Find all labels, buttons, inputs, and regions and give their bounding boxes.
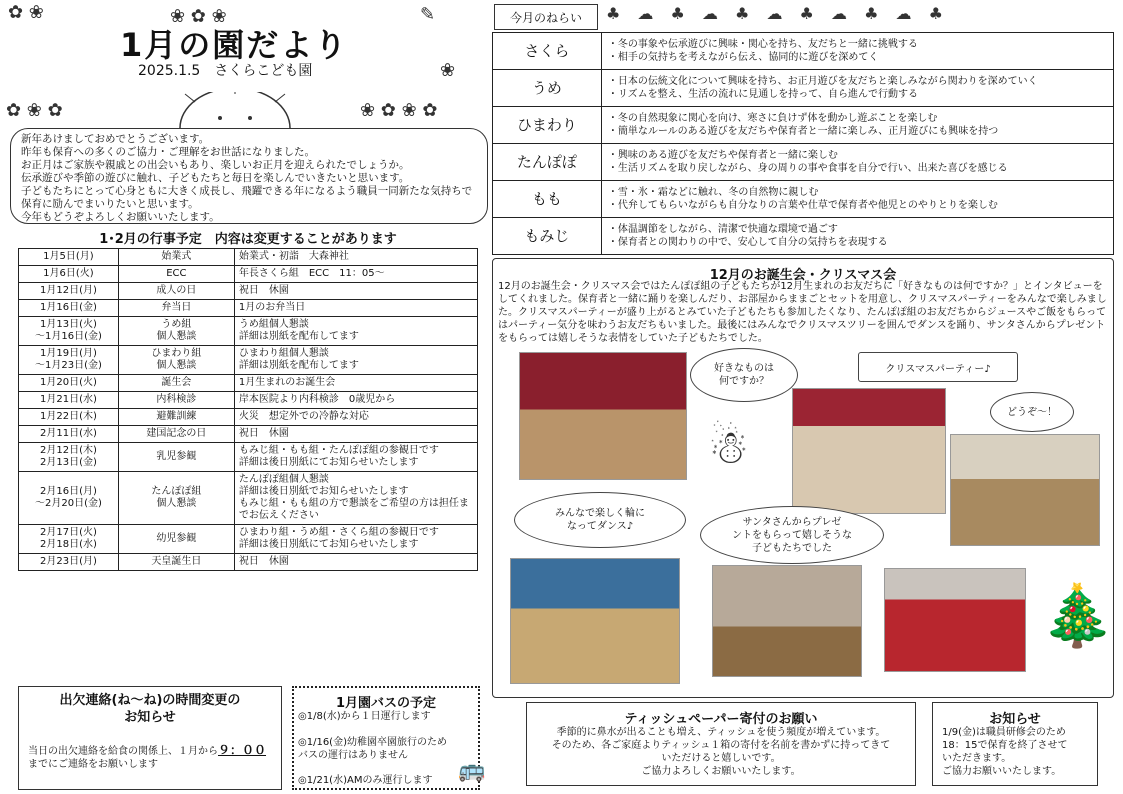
schedule-date: 1月13日(火) ～1月16日(金) xyxy=(19,317,119,346)
greeting-box xyxy=(10,128,488,224)
schedule-date: 1月6日(火) xyxy=(19,266,119,283)
schedule-date: 1月5日(月) xyxy=(19,249,119,266)
greeting-line: 新年あけましておめでとうございます。 xyxy=(21,133,210,145)
schedule-detail: 祝日 休園 xyxy=(234,554,477,571)
tissue-line: ご協力よろしくお願いいたします。 xyxy=(641,766,801,777)
schedule-row xyxy=(19,317,478,346)
bus-item: ◎1/16(金)幼稚園卒園旅行のため バスの運行はありません xyxy=(298,737,447,761)
schedule-row xyxy=(19,266,478,283)
greeting-line: 今年もどうぞよろしくお願いいたします。 xyxy=(21,211,220,223)
schedule-row xyxy=(19,375,478,392)
schedule-date: 2月17日(火) 2月18日(水) xyxy=(19,525,119,554)
birthday-text: 12月のお誕生会・クリスマス会ではたんぽぽ組の子どもたちが12月生まれのお友だちに「好きなものは何ですか？」とインタビューをしてくれました。保育者と一緒に踊りを楽しんだり、お部屋からままごとセットを用意し、クリスマスパーティーをみんなで楽しみました。クリスマスパーティーが盛り上がるとみていた子どもたちも参加したくなり、たんぽぽ組のお友だちからジュースやご飯をもらってはパーティー気分を味わうお友だちもいました。最後にはみんなでクリスマスツリーを囲んでダンスを踊り、サンタさんからプレゼントをもらっては嬉しそうな表情をしていた子どもたちでした。 xyxy=(498,281,1107,344)
greeting-line: お正月はご家族や親戚との出会いもあり、楽しいお正月を迎えられたでしょうか。 xyxy=(21,159,410,171)
schedule-event: ひまわり組 個人懇談 xyxy=(118,346,234,375)
schedule-date: 1月20日(火) xyxy=(19,375,119,392)
goal-line: ・日本の伝統文化について興味を持ち、お正月遊びを友だちと楽しみながら関わりを深めていく xyxy=(607,76,1038,87)
tissue-text xyxy=(526,726,916,778)
flower-doodle-icon: ✿ ❀ xyxy=(8,2,44,23)
schedule-detail: 岸本医院より内科検診 0歳児から xyxy=(234,392,477,409)
attendance-text xyxy=(28,744,278,771)
greeting-line: 昨年も保育への多くのご協力・ご理解をお世話になりました。 xyxy=(21,146,315,158)
schedule-event: 誕生会 xyxy=(118,375,234,392)
schedule-event: 内科検診 xyxy=(118,392,234,409)
notice-line: 18：15で保育を終了させて xyxy=(942,740,1068,751)
schedule-date: 1月21日(水) xyxy=(19,392,119,409)
attendance-time: ９：００ xyxy=(218,743,267,757)
schedule-row xyxy=(19,249,478,266)
flower-doodle-icon: ❀ ✿ ❀ xyxy=(170,6,227,27)
bubble-question: 好きなものは 何ですか？ xyxy=(690,348,798,402)
schedule-title: 1･2月の行事予定 内容は変更することがあります xyxy=(99,232,397,247)
goal-line: ・代弁してもらいながらも自分なりの言葉や仕草で保育者や他児とのやりとりを楽しむ xyxy=(607,200,998,211)
schedule-date: 2月16日(月) ～2月20日(金) xyxy=(19,472,119,525)
goal-row xyxy=(493,70,1114,107)
birthday-title: 12月のお誕生会・クリスマス会 xyxy=(709,268,897,283)
tissue-line: 季節的に鼻水が出ることも増え、ティッシュを使う頻度が増えています。 xyxy=(556,727,886,738)
schedule-detail: 年長さくら組 ECC 11：05～ xyxy=(234,266,477,283)
schedule-event: 建国記念の日 xyxy=(118,426,234,443)
bubble-douzo: どうぞ～！ xyxy=(990,392,1074,432)
goal-line: ・体温調節をしながら、清潔で快適な環境で過ごす xyxy=(607,224,838,235)
goal-text xyxy=(601,70,1113,107)
goal-line: ・リズムを整え、生活の流れに見通しを持って、自ら進んで行動する xyxy=(607,89,919,100)
photo-santa-stage xyxy=(712,565,862,677)
schedule-date: 2月12日(木) 2月13日(金) xyxy=(19,443,119,472)
scroll-banner-party: クリスマスパーティー♪ xyxy=(858,352,1018,382)
photo-dance-circle xyxy=(510,558,680,684)
tissue-line: そのため、各ご家庭よりティッシュ１箱の寄付を名前を書かずに持ってきて xyxy=(551,740,891,751)
flower-doodle-icon: ✎ xyxy=(420,4,436,25)
goal-row xyxy=(493,144,1114,181)
schedule-row xyxy=(19,525,478,554)
schedule-event: 幼児参観 xyxy=(118,525,234,554)
goal-line: ・相手の気持ちを考えながら伝え、協同的に遊びを深めてく xyxy=(607,52,879,63)
schedule-detail: 1月のお弁当日 xyxy=(234,300,477,317)
schedule-row xyxy=(19,426,478,443)
schedule-detail: 始業式・初詣 大森神社 xyxy=(234,249,477,266)
flower-doodle-icon: ❀ ✿ ❀ ✿ xyxy=(360,100,438,121)
goal-row xyxy=(493,181,1114,218)
greeting-line: 伝承遊びや季節の遊びに触れ、子どもたちと毎日を楽しんでいきたいと思います。 xyxy=(21,172,410,184)
goal-class: さくら xyxy=(493,33,602,70)
flower-doodle-icon: ❀ xyxy=(440,60,456,81)
schedule-row xyxy=(19,443,478,472)
schedule-event: 天皇誕生日 xyxy=(118,554,234,571)
goal-text xyxy=(601,144,1113,181)
issue-date: 2025.1.5 さくらこども園 xyxy=(138,63,313,79)
sun-illustration xyxy=(160,92,310,128)
goal-class: うめ xyxy=(493,70,602,107)
goal-row xyxy=(493,33,1114,70)
photo-children-floor xyxy=(950,434,1100,546)
goal-line: ・生活リズムを取り戻しながら、身の周りの事や食事を自分で行い、出来た喜びを感じる xyxy=(607,163,1008,174)
schedule-event: 避難訓練 xyxy=(118,409,234,426)
goal-class: もも xyxy=(493,181,602,218)
schedule-event: 始業式 xyxy=(118,249,234,266)
notice-line: 1/9(金)は職員研修会のため xyxy=(942,727,1066,738)
attendance-text-after: までにご連絡をお願いします xyxy=(28,759,158,770)
schedule-detail: ひまわり組・うめ組・さくら組の参観日です 詳細は後日別紙にてお知らせいたします xyxy=(234,525,477,554)
schedule-row xyxy=(19,300,478,317)
goal-line: ・冬の自然現象に関心を向け、寒さに負けず体を動かし遊ぶことを楽しむ xyxy=(607,113,938,124)
schedule-event: たんぽぽ組 個人懇談 xyxy=(118,472,234,525)
schedule-row xyxy=(19,409,478,426)
goal-class: もみじ xyxy=(493,218,602,255)
notice-text xyxy=(942,726,1092,778)
schedule-date: 2月23日(月) xyxy=(19,554,119,571)
tissue-line: いただけると嬉しいです。 xyxy=(661,753,781,764)
bubble-dance: みんなで楽しく輪に なってダンス♪ xyxy=(514,492,686,548)
goal-text xyxy=(601,218,1113,255)
schedule-event: 弁当日 xyxy=(118,300,234,317)
schedule-date: 1月12日(月) xyxy=(19,283,119,300)
schedule-detail: ひまわり組個人懇談 詳細は別紙を配布してます xyxy=(234,346,477,375)
greeting-line: 子どもたちにとって心身ともに大きく成長し、飛躍できる年になるよう職員一同新たな気持ちで保育に励んでまいりたいと思います。 xyxy=(21,185,473,210)
goal-class: ひまわり xyxy=(493,107,602,144)
notice-line: いただきます。 xyxy=(942,753,1012,764)
goal-line: ・雪・氷・霜などに触れ、冬の自然物に親しむ xyxy=(607,187,819,198)
schedule-detail: たんぽぽ組個人懇談 詳細は後日別紙でお知らせいたします もみじ組・もも組の方で懇談をご希望の方は担任までお伝えください xyxy=(234,472,477,525)
schedule-detail: もみじ組・もも組・たんぽぽ組の参観日です 詳細は後日別紙にてお知らせいたします xyxy=(234,443,477,472)
schedule-detail: 祝日 休園 xyxy=(234,426,477,443)
goal-text xyxy=(601,181,1113,218)
schedule-row xyxy=(19,554,478,571)
schedule-detail: うめ組個人懇談 詳細は別紙を配布してます xyxy=(234,317,477,346)
photo-stage-interview xyxy=(519,352,687,480)
tissue-title: ティッシュペーパー寄付のお願い xyxy=(624,712,818,727)
attendance-text-before: 当日の出欠連絡を給食の関係上、１月から xyxy=(28,746,218,757)
notice-line: ご協力お願いいたします。 xyxy=(942,766,1062,777)
goal-line: ・保育者との関わりの中で、安心して自分の気持ちを表現する xyxy=(607,237,888,248)
attendance-title: 出欠連絡(ね～ね)の時間変更の お知らせ xyxy=(59,693,241,725)
tree-doodle-icon: ♣ ☁ ♣ ☁ ♣ ☁ ♣ ☁ ♣ ☁ ♣ xyxy=(606,4,949,23)
goal-line: ・興味のある遊びを友だちや保育者と一緒に楽しむ xyxy=(607,150,838,161)
goals-label: 今月のねらい xyxy=(494,4,598,30)
schedule-row xyxy=(19,472,478,525)
goal-row xyxy=(493,218,1114,255)
goal-text xyxy=(601,33,1113,70)
bus-icon: 🚌 xyxy=(458,758,486,783)
photo-party-table xyxy=(792,388,946,514)
bubble-santa: サンタさんからプレゼ ントをもらって嬉しそうな 子どもたちでした xyxy=(700,506,884,564)
schedule-row xyxy=(19,283,478,300)
schedule-event: ECC xyxy=(118,266,234,283)
schedule-date: 2月11日(水) xyxy=(19,426,119,443)
goal-line: ・冬の事象や伝承遊びに興味・関心を持ち、友だちと一緒に挑戦する xyxy=(607,39,918,50)
bus-title: 1月園バスの予定 xyxy=(335,696,437,711)
schedule-date: 1月16日(金) xyxy=(19,300,119,317)
schedule-event: 乳児参観 xyxy=(118,443,234,472)
schedule-row xyxy=(19,392,478,409)
schedule-row xyxy=(19,346,478,375)
goal-text xyxy=(601,107,1113,144)
notice-title: お知らせ xyxy=(989,712,1041,727)
santa-illustration-icon: ☃ xyxy=(708,420,750,474)
schedule-table xyxy=(18,248,478,571)
schedule-detail: 火災 想定外での冷静な対応 xyxy=(234,409,477,426)
schedule-event: うめ組 個人懇談 xyxy=(118,317,234,346)
goals-table xyxy=(492,32,1114,255)
flower-doodle-icon: ✿ ❀ ✿ xyxy=(6,100,63,121)
bus-item: ◎1/21(水)AMのみ運行します xyxy=(298,775,433,786)
christmas-tree-icon: 🎄 xyxy=(1040,581,1115,651)
goal-line: ・簡単なルールのある遊びを友だちや保育者と一緒に楽しみ、正月遊びにも興味を持つ xyxy=(607,126,999,137)
bus-item: ◎1/8(水)から１日運行します xyxy=(298,711,431,722)
goal-row xyxy=(493,107,1114,144)
schedule-date: 1月22日(木) xyxy=(19,409,119,426)
goal-class: たんぽぽ xyxy=(493,144,602,181)
schedule-detail: 祝日 休園 xyxy=(234,283,477,300)
photo-santa-present xyxy=(884,568,1026,672)
schedule-detail: 1月生まれのお誕生会 xyxy=(234,375,477,392)
page-title: 1月の園だより xyxy=(120,26,349,64)
schedule-date: 1月19日(月) ～1月23日(金) xyxy=(19,346,119,375)
schedule-event: 成人の日 xyxy=(118,283,234,300)
